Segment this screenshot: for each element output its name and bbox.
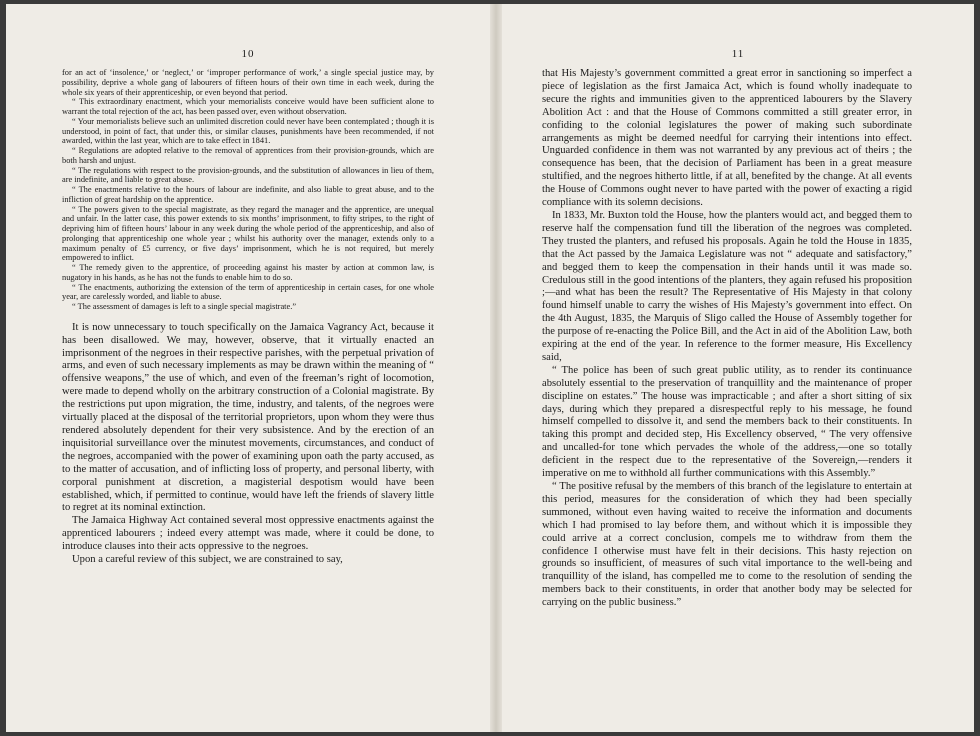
book-spread <box>6 4 974 732</box>
paragraph: It is now unnecessary to touch specifically on the Jamaica Vagrancy Act, because it has been disallowed. We may, however, observe, that it virtually enacted an imprisonment of the negroes in their respective parishes, with the perpetual privation of arms, and even of such necessary implements as may be drawn within the meaning of “ offensive weapons,” the use of which, and even of the freeman’s right of locomotion, were made to depend wholly on the arbitrary construction of a Colonial magistrate. By the restrictions put upon migration, the time, industry, and talents, of the negroes were virtually placed at the disposal of the territorial proprietors, upon whom they were thus rendered absolutely dependent for their very subsistence. And by the erection of an inquisitorial surveillance over the minutest movements, circumstances, and conduct of the negroes, accompanied with the power of examining upon oath the party accused, as to the matter of accusation, and of inflicting loss of property, and personal liberty, with corporal punishment at discretion, a magisterial despotism would have been established, which, if permitted to continue, would have left the friends of slavery little to regret at its nominal extinction. <box>62 321 434 514</box>
paragraph: “ The assessment of damages is left to a single special magistrate.” <box>72 302 297 311</box>
paragraph: In 1833, Mr. Buxton told the House, how the planters would act, and begged them to reserve half the compensation fund till the liberation of the negroes was completed. They trusted the planters, and refused his proposals. Again he told the House in 1835, that the Act passed by the Jamaica Legislature was not “ adequate and satisfactory,” and begged them to keep the compensation in their hands until it was made so. Credulous still in the good intentions of the planters, they again refused his proposition ;—and what has been the result? The Representative of His Majesty in that colony found himself unable to carry the wishes of His Majesty’s government into effect. On the 4th August, 1835, the Marquis of Sligo called the House of Assembly together for the purpose of re-enacting the Police Bill, and the Act in aid of the Abolition Law, both expiring at the end of the year. In reference to the former measure, His Excellency said, <box>542 209 912 363</box>
paragraph: “ The powers given to the special magistrate, as they regard the manager and the apprentice, are unequal and unfair. In the latter case, this power extends to six months’ imprisonment, to fifty stripes, to the right of depriving him of fifteen hours’ labour in any week during the whole period of the apprenticeship, and also of prolonging that apprenticeship one whole year ; whilst his authority over the manager, extends only to a maximum penalty of £5 currency, or five days’ imprisonment, which he is not required, but merely empowered to inflict. <box>62 204 434 263</box>
book-gutter <box>490 4 502 732</box>
right-page <box>502 4 974 732</box>
paragraph: “ The enactments, authorizing the extension of the term of apprenticeship in certain cases, for one whole year, are carelessly worded, and liable to abuse. <box>62 282 434 302</box>
paragraph: “ The regulations with respect to the provision-grounds, and the substitution of allowances in lieu of them, are indefinite, and liable to great abuse. <box>62 165 434 185</box>
paragraph: “ The remedy given to the apprentice, of proceeding against his master by action at common law, is nugatory in his hands, as he has not the funds to enable him to do so. <box>62 263 434 282</box>
body-text <box>62 322 434 567</box>
quoted-memorial <box>62 68 434 312</box>
paragraph: “ The positive refusal by the members of this branch of the legislature to entertain at this period, measures for the consideration of which they had been specially summoned, without even having waited to receive the information and documents which I had promised to lay before them, and without which it is impossible they could arrive at a correct conclusion, compels me to withdraw from them the confidence I otherwise must have felt in their decisions. This hasty rejection on grounds so insufficient, of measures of such vital importance to the well-being and tranquillity of the island, has compelled me to come to the resolution of sending the members back to their constituents, in order that another body may be selected for carrying on the public business.” <box>542 481 912 609</box>
paragraph: “ The police has been of such great public utility, as to render its continuance absolutely essential to the preservation of tranquillity and the maintenance of proper discipline on estates.” The house was impracticable ; and after a short sitting of six days, during which they prepared a disrespectful reply to his message, he found himself compelled to dissolve it, and send the members back to their constituents. In taking this prompt and decided step, His Excellency observed, “ The very offensive and uncalled-for tone which pervades the whole of the address,—one so totally deficient in the respect due to the representative of the Sovereign,—renders it imperative on me to withhold all further communications with this Assembly.” <box>542 364 912 480</box>
left-page <box>6 4 490 732</box>
paragraph: “ This extraordinary enactment, which your memorialists conceive would have been sufficient alone to warrant the total rejection of the act, has been passed over, even without observation. <box>62 97 434 116</box>
page-number: 11 <box>731 48 745 60</box>
page-number: 10 <box>241 48 255 60</box>
right-page-text <box>542 68 912 610</box>
paragraph: for an act of ‘insolence,’ or ‘neglect,’ or ‘improper performance of work,’ a single special justice may, by possibility, deprive a whole gang of labourers of fifteen hours of their own time in each week, during the whole six years of their apprenticeship, or even beyond that period. <box>62 68 434 97</box>
paragraph: that His Majesty’s government committed a great error in sanctioning so imperfect a piece of legislation as the first Jamaica Act, which is found wholly inadequate to secure the rights and immunities given to the apprenticed labourers by the Slavery Abolition Act : and that the House of Commons committed a still greater error, in confiding to the colonial legislatures the power of making such subordinate arrangements as might be deemed needful for carrying their intentions into effect. Unguarded confidence in them was not warranted by any previous act of theirs ; the consequence has been, that the decision of Parliament has been in a great measure stultified, and the negroes hitherto little, if at all, benefited by the change. At all events the House of Commons ought never to have parted with the power of exacting a rigid compliance with its solemn decisions. <box>542 68 912 209</box>
paragraph: “ Your memorialists believe such an unlimited discretion could never have been contemplated ; though it is understood, in point of fact, that under this, or similar clauses, punishments have been recommended, if not awarded, within the last year, which are to take effect in 1841. <box>62 116 434 146</box>
paragraph: Upon a careful review of this subject, we are constrained to say, <box>72 554 343 566</box>
paragraph: “ Regulations are adopted relative to the removal of apprentices from their provision-grounds, which are both harsh and unjust. <box>62 146 434 165</box>
paragraph: “ The enactments relative to the hours of labour are indefinite, and also liable to great abuse, and to the infliction of great hardship on the apprentice. <box>62 185 434 204</box>
left-page-text <box>62 68 434 567</box>
paragraph: The Jamaica Highway Act contained several most oppressive enactments against the apprenticed labourers ; indeed every attempt was made, where it could be done, to introduce clauses into their acts oppressive to the negroes. <box>62 515 434 553</box>
